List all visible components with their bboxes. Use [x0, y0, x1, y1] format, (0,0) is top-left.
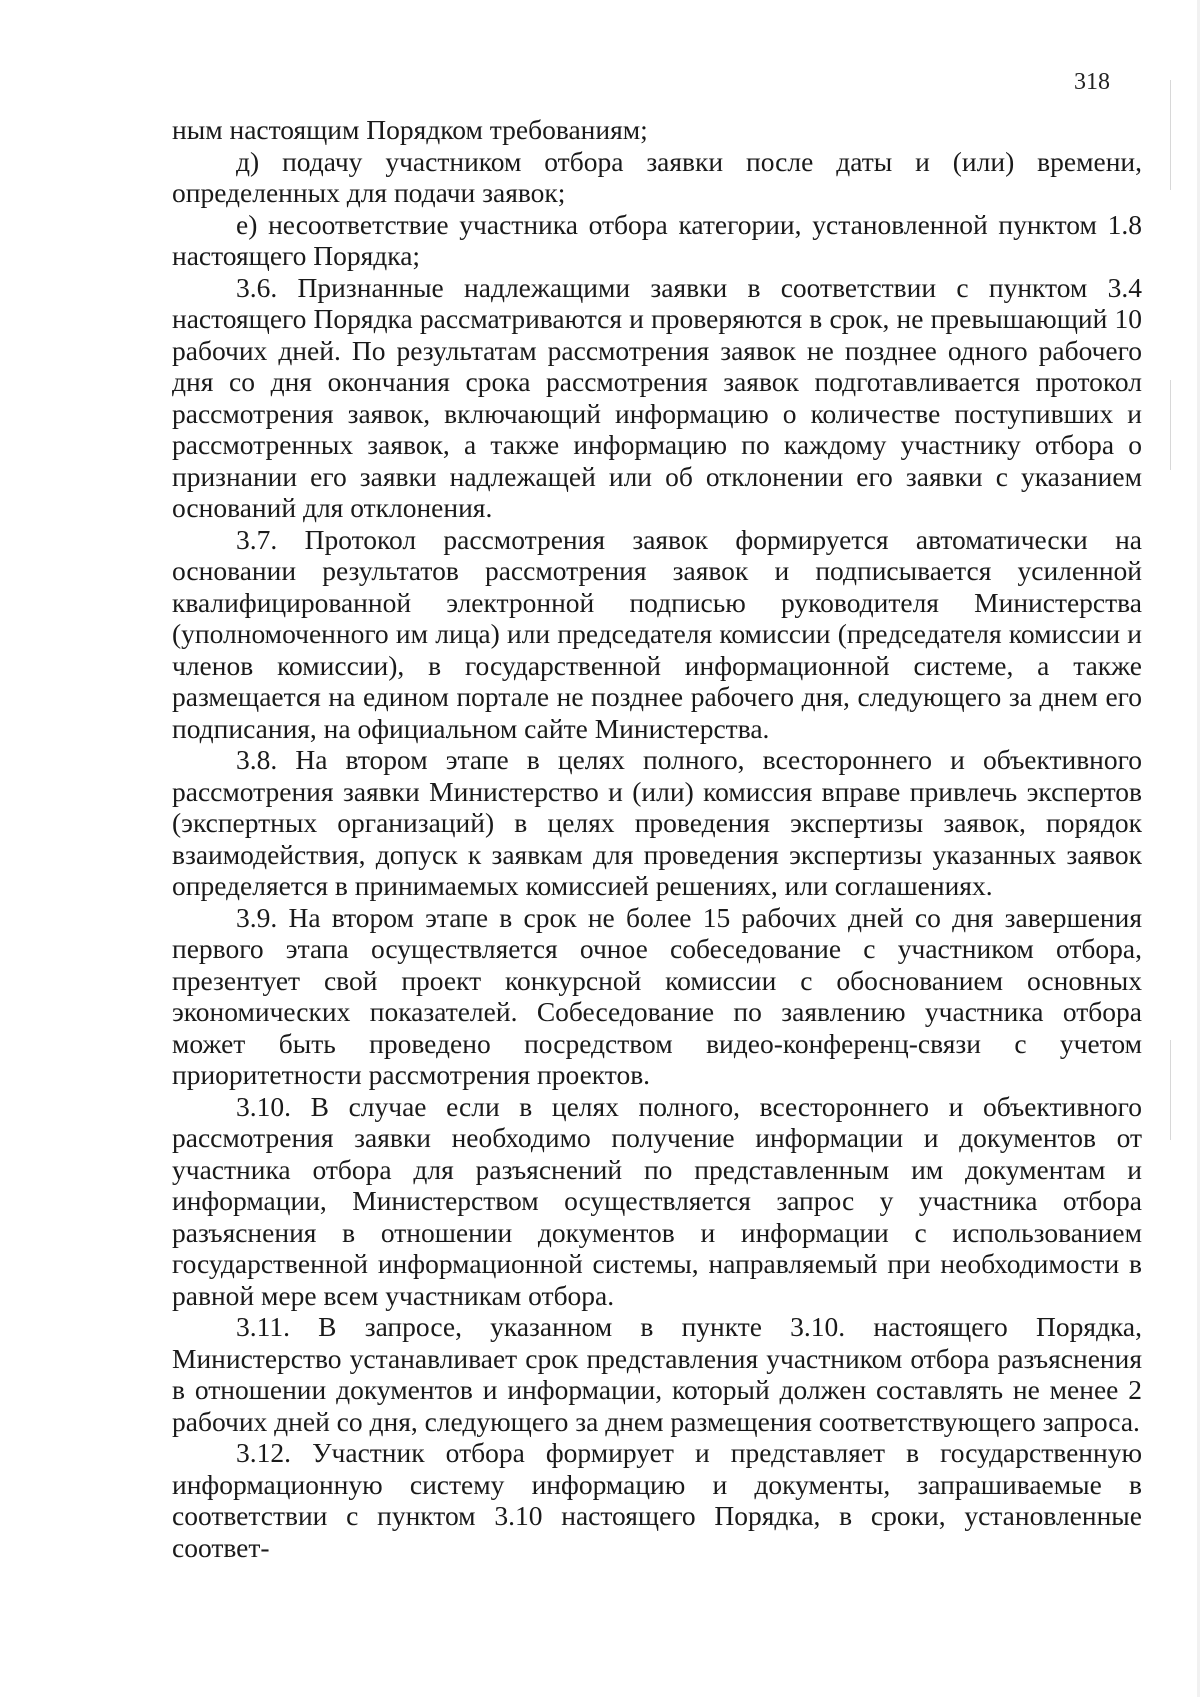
paragraph-3-8: 3.8. На втором этапе в целях полного, всестороннего и объективного рассмотрения заявки Министерство и (или) комиссия вправе привлечь экспертов (экспертных организаций) в целях проведения экспертизы заявок, порядок взаимодействия, допуск к заявкам для проведения экспертизы указанных заявок определяется в принимаемых комиссией решениях, или соглашениях. [172, 744, 1142, 901]
paragraph-item-d: д) подачу участником отбора заявки после даты и (или) времени, определенных для подачи заявок; [172, 145, 1142, 208]
scan-mark [1170, 80, 1171, 190]
paragraph-3-7: 3.7. Протокол рассмотрения заявок формируется автоматически на основании результатов рассмотрения заявок и подписывается усиленной квалифицированной электронной подписью руководителя Министерства (уполномоченного им лица) или председателя комиссии (председателя комиссии и членов комиссии), в государственной информационной системе, а также размещается на едином портале не позднее рабочего дня, следующего за днем его подписания, на официальном сайте Министерства. [172, 523, 1142, 744]
paragraph-continuation: ным настоящим Порядком требованиям; [172, 114, 648, 145]
paragraph-3-11: 3.11. В запросе, указанном в пункте 3.10. настоящего Порядка, Министерство устанавливает срок представления участником отбора разъяснения в отношении документов и информации, который должен составлять не менее 2 рабочих дней со дня, следующего за днем размещения соответствующего запроса. [172, 1311, 1142, 1437]
paragraph-3-9: 3.9. На втором этапе в срок не более 15 рабочих дней со дня завершения первого этапа осуществляется очное собеседование с участником отбора, презентует свой проект конкурсной комиссии с обоснованием основных экономических показателей. Собеседование по заявлению участника отбора может быть проведено посредством видео-конференц-связи с учетом приоритетности рассмотрения проектов. [172, 901, 1142, 1090]
paragraph-item-e: е) несоответствие участника отбора категории, установленной пунктом 1.8 настоящего Порядка; [172, 208, 1142, 271]
paragraph-3-10: 3.10. В случае если в целях полного, всестороннего и объективного рассмотрения заявки необходимо получение информации и документов от участника отбора для разъяснений по представленным им документам и информации, Министерством осуществляется запрос у участника отбора разъяснения в отношении документов и информации с использованием государственной информационной системы, направляемый при необходимости в равной мере всем участникам отбора. [172, 1090, 1142, 1311]
document-body [172, 114, 1142, 1563]
paragraph-3-12: 3.12. Участник отбора формирует и представляет в государственную информационную систему информацию и документы, запрашиваемые в соответствии с пунктом 3.10 настоящего Порядка, в сроки, установленные соответ- [172, 1437, 1142, 1563]
paragraph-3-6: 3.6. Признанные надлежащими заявки в соответствии с пунктом 3.4 настоящего Порядка рассматриваются и проверяются в срок, не превышающий 10 рабочих дней. По результатам рассмотрения заявок не позднее одного рабочего дня со дня окончания срока рассмотрения заявок подготавливается протокол рассмотрения заявок, включающий информацию о количестве поступивших и рассмотренных заявок, а также информацию по каждому участнику отбора о признании его заявки надлежащей или об отклонении его заявки с указанием оснований для отклонения. [172, 271, 1142, 523]
scan-mark [1170, 380, 1171, 470]
scan-mark [1170, 1040, 1171, 1140]
page-number: 318 [1074, 69, 1110, 95]
